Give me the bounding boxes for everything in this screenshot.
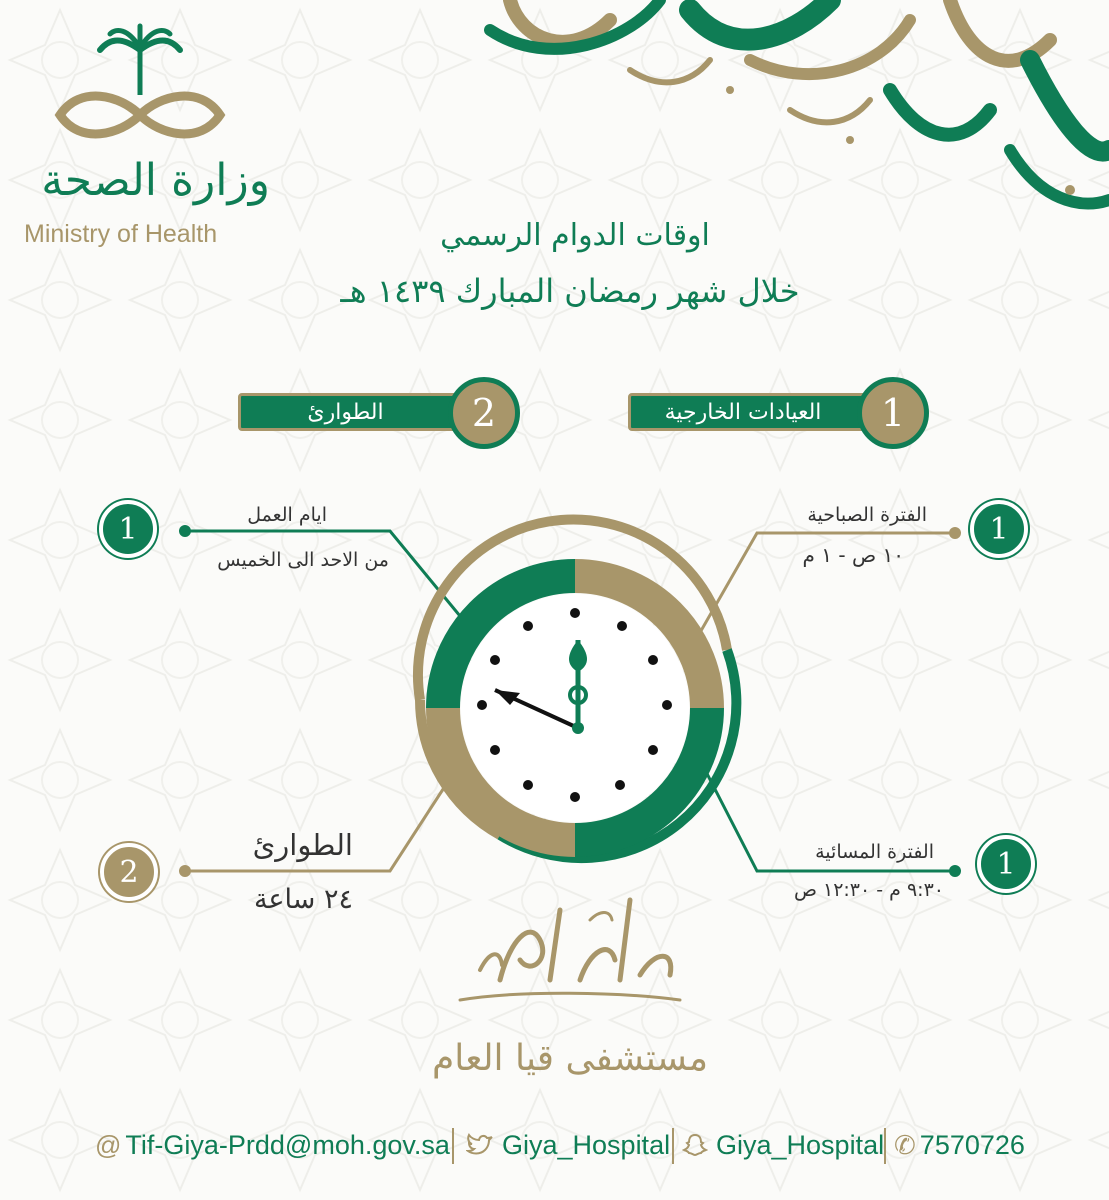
footer-separator <box>452 1128 454 1164</box>
emergency-title: الطوارئ <box>252 828 353 862</box>
at-icon: @ <box>95 1129 122 1160</box>
logo-arabic-name: وزارة الصحة <box>41 155 270 206</box>
evening-value: ٩:٣٠ م - ١٢:٣٠ ص <box>793 879 944 901</box>
footer-phone[interactable] <box>894 1120 1025 1170</box>
snapchat-icon <box>682 1132 708 1158</box>
phone-icon: ✆ <box>894 1129 916 1160</box>
page-title: اوقات الدوام الرسمي <box>440 218 710 253</box>
tab-emergency-number: 2 <box>448 377 520 449</box>
twitter-icon <box>466 1133 494 1157</box>
working-days-number: 1 <box>99 500 157 558</box>
tab-emergency-label: الطوارئ <box>307 399 384 425</box>
morning-title: الفترة الصباحية <box>807 504 927 526</box>
morning-number: 1 <box>970 500 1028 558</box>
working-days-value: من الاحد الى الخميس <box>217 549 389 571</box>
clock-icon <box>418 519 736 858</box>
working-days-title: ايام العمل <box>247 504 327 526</box>
contact-footer <box>0 1120 1109 1170</box>
logo-english-name: Ministry of Health <box>24 220 218 248</box>
footer-snapchat[interactable] <box>682 1120 884 1170</box>
morning-value: ١٠ ص - ١ م <box>802 543 904 567</box>
page-subtitle: خلال شهر رمضان المبارك ١٤٣٩ هـ <box>340 272 800 310</box>
footer-phone-text: 7570726 <box>919 1129 1025 1160</box>
emergency-number: 2 <box>100 843 158 901</box>
evening-title: الفترة المسائية <box>815 841 934 863</box>
footer-separator <box>672 1128 674 1164</box>
footer-snapchat-text: Giya_Hospital <box>716 1129 885 1160</box>
tab-outpatient-number: 1 <box>857 377 929 449</box>
evening-number: 1 <box>977 835 1035 893</box>
emergency-value: ٢٤ ساعة <box>253 884 353 915</box>
footer-separator <box>884 1128 886 1164</box>
tab-outpatient-label: العيادات الخارجية <box>664 399 822 425</box>
footer-twitter-text: Giya_Hospital <box>502 1129 671 1160</box>
hospital-name: مستشفى قيا العام <box>431 1038 709 1079</box>
greeting-calligraphy <box>440 880 700 1020</box>
footer-email-text: Tif-Giya-Prdd@moh.gov.sa <box>125 1129 450 1160</box>
footer-email[interactable] <box>95 1120 450 1170</box>
footer-twitter[interactable] <box>466 1120 670 1170</box>
